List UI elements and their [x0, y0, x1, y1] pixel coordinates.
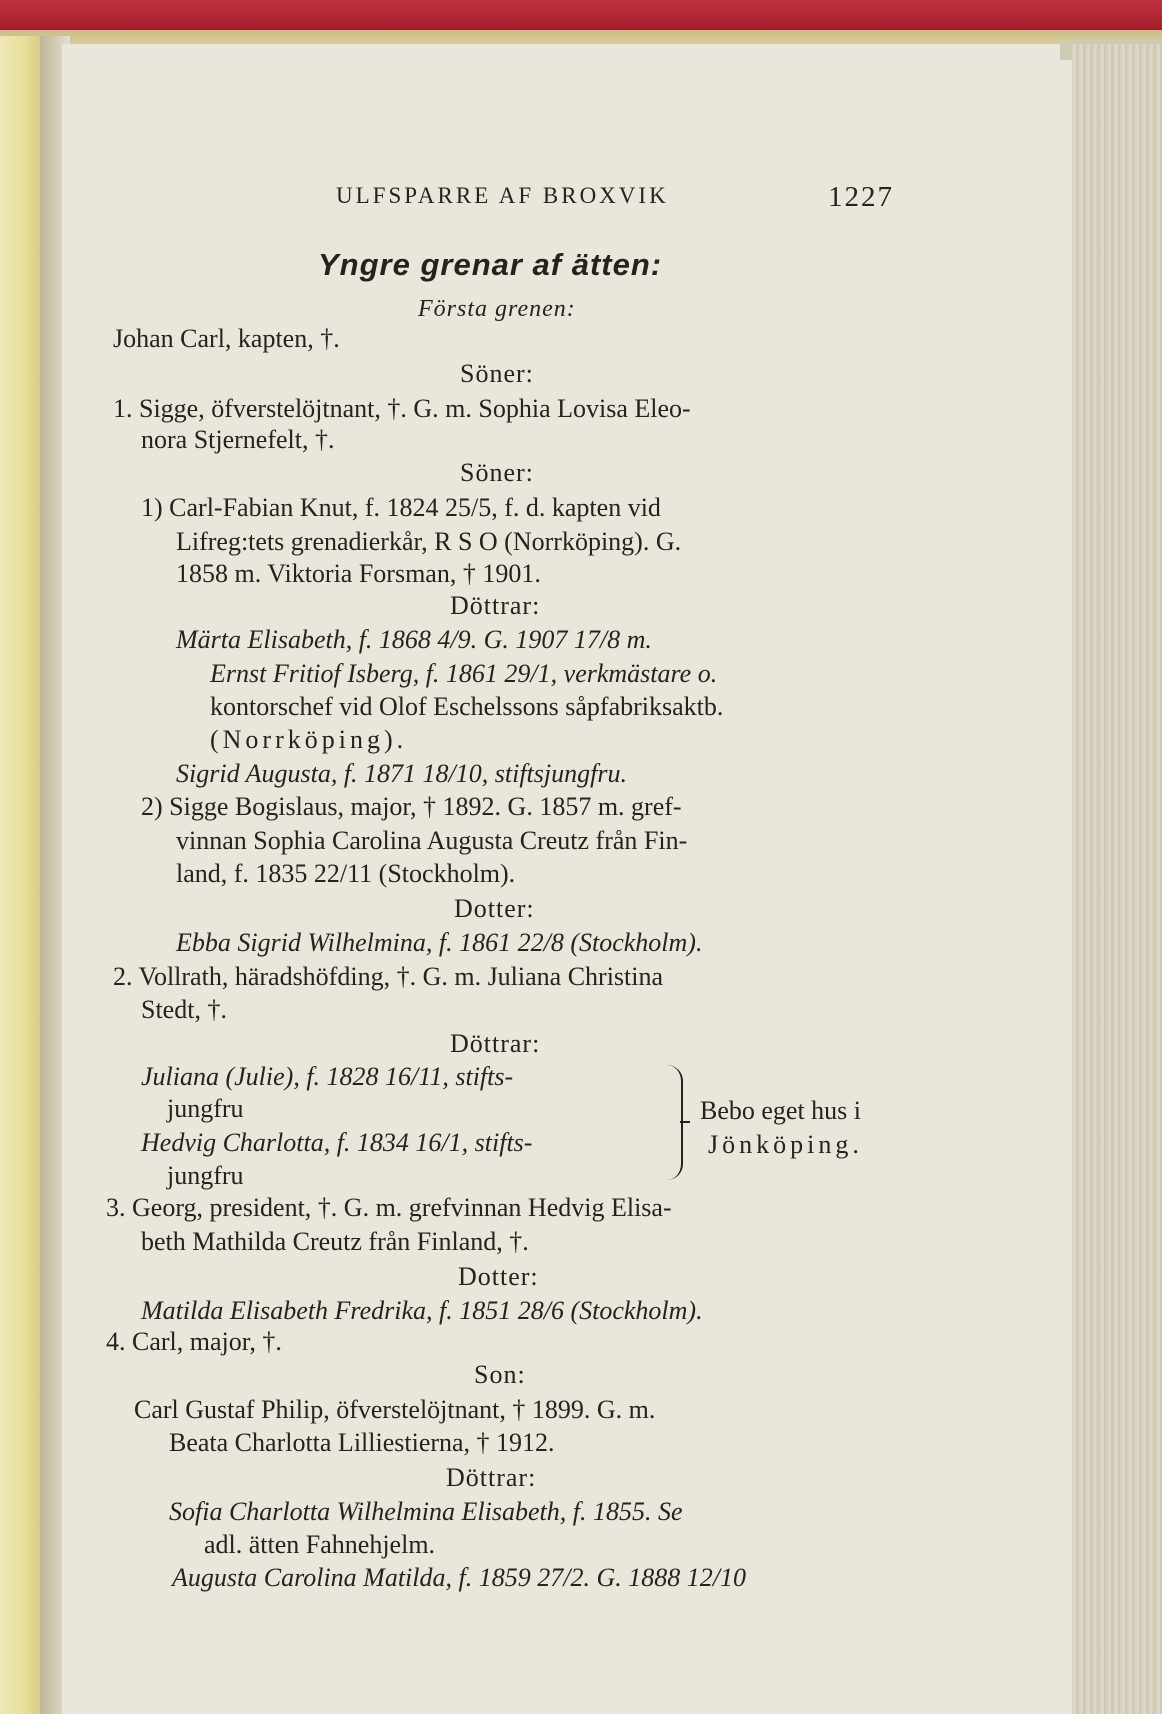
text-line: Johan Carl, kapten, †.: [113, 324, 340, 353]
text-line: beth Mathilda Creutz från Finland, †.: [141, 1227, 529, 1256]
page-number: 1227: [828, 181, 894, 213]
text-line: Augusta Carolina Matilda, f. 1859 27/2. G. 1888 12/10: [172, 1563, 746, 1592]
text-line: land, f. 1835 22/11 (Stockholm).: [176, 859, 516, 888]
text-line: Lifreg:tets grenadierkår, R S O (Norrköping). G.: [176, 527, 682, 556]
text-line: Dotter:: [458, 1262, 539, 1291]
subsection-title: Första grenen:: [418, 296, 576, 322]
text-line: kontorschef vid Olof Eschelssons såpfabriksaktb.: [210, 692, 724, 721]
text-line: Carl Gustaf Philip, öfverstelöjtnant, † 1899. G. m.: [134, 1395, 656, 1424]
text-line: jungfru: [167, 1161, 244, 1190]
text-line: Bebo eget hus i: [700, 1096, 862, 1125]
text-line: Hedvig Charlotta, f. 1834 16/1, stifts-: [141, 1128, 533, 1157]
text-line: (Norrköping).: [210, 725, 408, 754]
text-line: vinnan Sophia Carolina Augusta Creutz från Fin-: [176, 826, 688, 855]
text-line: nora Stjernefelt, †.: [141, 425, 335, 454]
text-line: Jönköping.: [708, 1130, 863, 1159]
text-line: Juliana (Julie), f. 1828 16/11, stifts-: [141, 1062, 514, 1091]
text-line: Matilda Elisabeth Fredrika, f. 1851 28/6 (Stockholm).: [141, 1296, 703, 1325]
text-line: Ernst Fritiof Isberg, f. 1861 29/1, verkmästare o.: [210, 659, 718, 688]
text-line: jungfru: [167, 1094, 244, 1123]
text-line: 1) Carl-Fabian Knut, f. 1824 25/5, f. d. kapten vid: [141, 493, 661, 522]
text-line: Beata Charlotta Lilliestierna, † 1912.: [169, 1428, 555, 1457]
text-line: Stedt, †.: [141, 995, 227, 1024]
section-title: Yngre grenar af ätten:: [318, 247, 663, 282]
text-line: Dotter:: [454, 894, 535, 923]
text-line: adl. ätten Fahnehjelm.: [204, 1530, 436, 1559]
curly-brace-tip: [680, 1121, 690, 1123]
text-line: Döttrar:: [450, 591, 541, 620]
text-line: Döttrar:: [446, 1463, 537, 1492]
text-line: Sigrid Augusta, f. 1871 18/10, stiftsjungfru.: [176, 759, 627, 788]
text-line: 2) Sigge Bogislaus, major, † 1892. G. 1857 m. gref-: [141, 792, 682, 821]
text-line: Söner:: [460, 458, 534, 487]
curly-brace: [655, 1065, 683, 1180]
text-line: Ebba Sigrid Wilhelmina, f. 1861 22/8 (Stockholm).: [176, 928, 703, 957]
running-title: ULFSPARRE AF BROXVIK: [336, 183, 669, 208]
text-line: 1. Sigge, öfverstelöjtnant, †. G. m. Sophia Lovisa Eleo-: [113, 394, 691, 423]
page-stack-edges: [1072, 44, 1162, 1714]
text-line: 2. Vollrath, häradshöfding, †. G. m. Juliana Christina: [113, 962, 664, 991]
text-line: 4. Carl, major, †.: [106, 1327, 282, 1356]
text-line: Märta Elisabeth, f. 1868 4/9. G. 1907 17/8 m.: [176, 625, 652, 654]
text-line: Sofia Charlotta Wilhelmina Elisabeth, f. 1855. Se: [169, 1497, 683, 1526]
text-line: Döttrar:: [450, 1029, 541, 1058]
text-line: Söner:: [460, 359, 534, 388]
text-line: Son:: [474, 1360, 526, 1389]
text-line: 1858 m. Viktoria Forsman, † 1901.: [176, 559, 541, 588]
text-line: 3. Georg, president, †. G. m. grefvinnan Hedvig Elisa-: [106, 1193, 672, 1222]
book-spine: [0, 36, 40, 1714]
